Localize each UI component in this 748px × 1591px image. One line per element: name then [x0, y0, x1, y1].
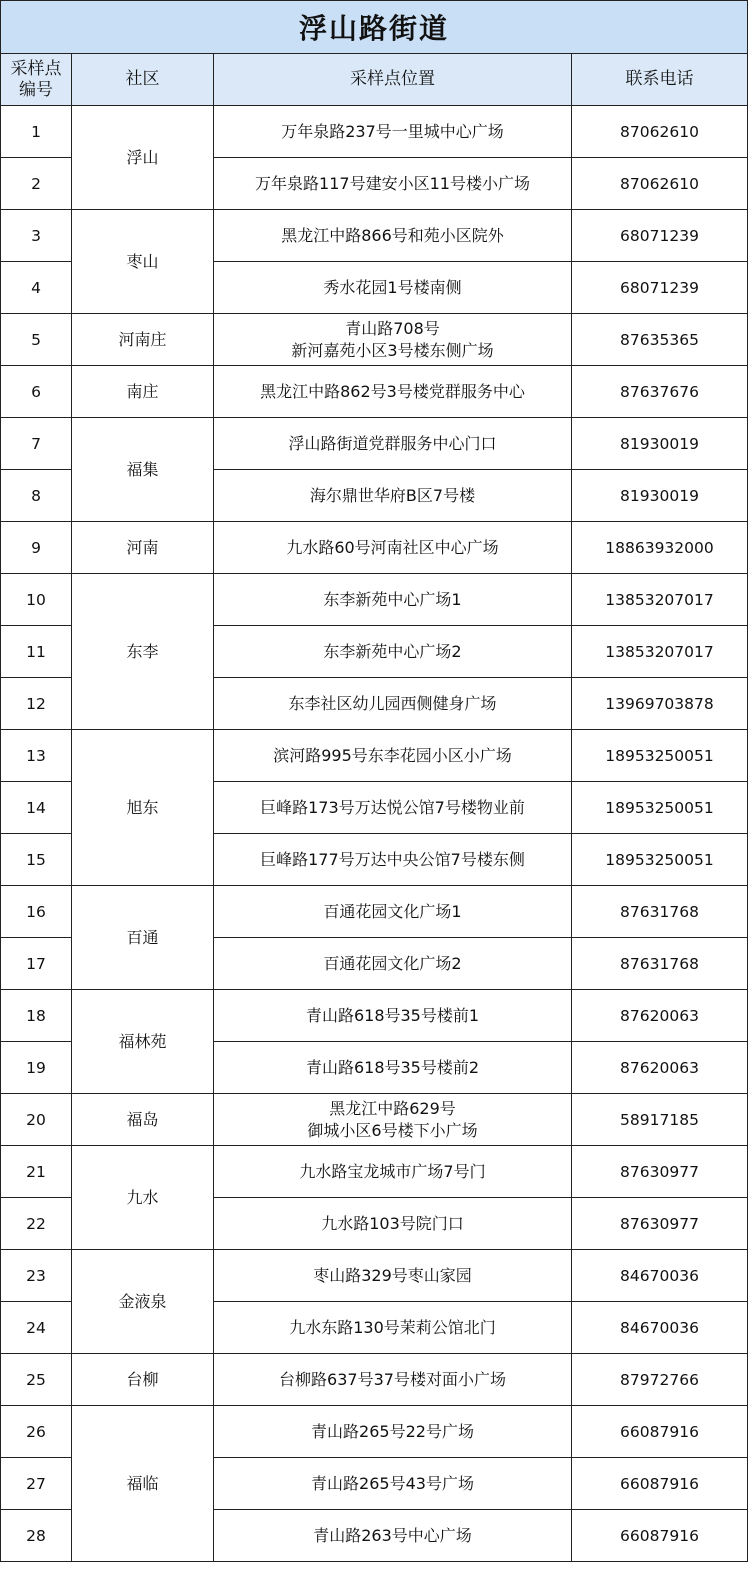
- site-number-cell: 18: [1, 990, 72, 1042]
- phone-cell: 87637676: [572, 366, 748, 418]
- table-row: [1, 1146, 748, 1198]
- location-line-1: 青山路708号: [345, 318, 440, 338]
- site-number-cell: 15: [1, 834, 72, 886]
- site-number-cell: 1: [1, 106, 72, 158]
- site-number-cell: 22: [1, 1198, 72, 1250]
- phone-cell: 13853207017: [572, 626, 748, 678]
- location-cell: 巨峰路177号万达中央公馆7号楼东侧: [214, 834, 572, 886]
- phone-cell: 87631768: [572, 886, 748, 938]
- phone-cell: 18953250051: [572, 730, 748, 782]
- location-cell: 九水路宝龙城市广场7号门: [214, 1146, 572, 1198]
- phone-cell: 13853207017: [572, 574, 748, 626]
- phone-cell: 18953250051: [572, 834, 748, 886]
- location-line-2: 新河嘉苑小区3号楼东侧广场: [291, 340, 494, 360]
- site-number-cell: 12: [1, 678, 72, 730]
- phone-cell: 58917185: [572, 1094, 748, 1146]
- site-number-cell: 8: [1, 470, 72, 522]
- site-number-cell: 19: [1, 1042, 72, 1094]
- phone-cell: 87062610: [572, 158, 748, 210]
- header-phone: 联系电话: [572, 54, 748, 106]
- location-cell: 百通花园文化广场1: [214, 886, 572, 938]
- site-number-cell: 27: [1, 1458, 72, 1510]
- site-number-cell: 6: [1, 366, 72, 418]
- community-cell: 福林苑: [72, 990, 214, 1094]
- location-cell: 青山路265号22号广场: [214, 1406, 572, 1458]
- phone-cell: 66087916: [572, 1510, 748, 1562]
- table-row: [1, 1250, 748, 1302]
- table-row: [1, 106, 748, 158]
- phone-cell: 68071239: [572, 262, 748, 314]
- location-cell: 九水路60号河南社区中心广场: [214, 522, 572, 574]
- phone-cell: 87972766: [572, 1354, 748, 1406]
- location-cell: 海尔鼎世华府B区7号楼: [214, 470, 572, 522]
- table-row: [1, 210, 748, 262]
- table-row: [1, 730, 748, 782]
- location-cell: 东李社区幼儿园西侧健身广场: [214, 678, 572, 730]
- site-number-cell: 2: [1, 158, 72, 210]
- site-number-cell: 5: [1, 314, 72, 366]
- site-number-cell: 10: [1, 574, 72, 626]
- phone-cell: 18953250051: [572, 782, 748, 834]
- location-cell: 秀水花园1号楼南侧: [214, 262, 572, 314]
- location-cell: 百通花园文化广场2: [214, 938, 572, 990]
- site-number-cell: 17: [1, 938, 72, 990]
- community-cell: 福临: [72, 1406, 214, 1562]
- table-row: [1, 418, 748, 470]
- phone-cell: 87631768: [572, 938, 748, 990]
- site-number-cell: 9: [1, 522, 72, 574]
- community-cell: 南庄: [72, 366, 214, 418]
- phone-cell: 81930019: [572, 418, 748, 470]
- community-cell: 福集: [72, 418, 214, 522]
- table-row: [1, 886, 748, 938]
- site-number-cell: 4: [1, 262, 72, 314]
- phone-cell: 87620063: [572, 1042, 748, 1094]
- location-cell: 青山路618号35号楼前2: [214, 1042, 572, 1094]
- phone-cell: 66087916: [572, 1406, 748, 1458]
- location-cell: 九水路103号院门口: [214, 1198, 572, 1250]
- community-cell: 九水: [72, 1146, 214, 1250]
- location-cell: 青山路265号43号广场: [214, 1458, 572, 1510]
- location-line-1: 黑龙江中路629号: [329, 1098, 456, 1118]
- phone-cell: 84670036: [572, 1302, 748, 1354]
- location-cell: [214, 1094, 572, 1146]
- community-cell: 台柳: [72, 1354, 214, 1406]
- site-number-cell: 23: [1, 1250, 72, 1302]
- community-cell: 东李: [72, 574, 214, 730]
- location-cell: 东李新苑中心广场1: [214, 574, 572, 626]
- site-number-cell: 24: [1, 1302, 72, 1354]
- location-cell: 巨峰路173号万达悦公馆7号楼物业前: [214, 782, 572, 834]
- phone-cell: 87062610: [572, 106, 748, 158]
- site-number-cell: 28: [1, 1510, 72, 1562]
- community-cell: 百通: [72, 886, 214, 990]
- location-cell: 万年泉路237号一里城中心广场: [214, 106, 572, 158]
- table-title: 浮山路街道: [1, 1, 748, 54]
- site-number-cell: 26: [1, 1406, 72, 1458]
- table-row: [1, 574, 748, 626]
- table-row: [1, 522, 748, 574]
- location-cell: 台柳路637号37号楼对面小广场: [214, 1354, 572, 1406]
- phone-cell: 84670036: [572, 1250, 748, 1302]
- header-location: 采样点位置: [214, 54, 572, 106]
- phone-cell: 66087916: [572, 1458, 748, 1510]
- header-community: 社区: [72, 54, 214, 106]
- community-cell: 枣山: [72, 210, 214, 314]
- location-cell: 浮山路街道党群服务中心门口: [214, 418, 572, 470]
- header-site-number: 采样点 编号: [1, 54, 72, 106]
- site-number-cell: 14: [1, 782, 72, 834]
- site-number-cell: 21: [1, 1146, 72, 1198]
- table-row: [1, 1406, 748, 1458]
- table-row: [1, 1094, 748, 1146]
- community-cell: 旭东: [72, 730, 214, 886]
- community-cell: 浮山: [72, 106, 214, 210]
- community-cell: 福岛: [72, 1094, 214, 1146]
- site-number-cell: 25: [1, 1354, 72, 1406]
- phone-cell: 81930019: [572, 470, 748, 522]
- phone-cell: 13969703878: [572, 678, 748, 730]
- location-cell: 东李新苑中心广场2: [214, 626, 572, 678]
- community-cell: 金液泉: [72, 1250, 214, 1354]
- phone-cell: 68071239: [572, 210, 748, 262]
- phone-cell: 87620063: [572, 990, 748, 1042]
- table-row: [1, 1354, 748, 1406]
- phone-cell: 87635365: [572, 314, 748, 366]
- location-cell: 九水东路130号茉莉公馆北门: [214, 1302, 572, 1354]
- site-number-cell: 11: [1, 626, 72, 678]
- phone-cell: 87630977: [572, 1146, 748, 1198]
- location-cell: 滨河路995号东李花园小区小广场: [214, 730, 572, 782]
- location-line-2: 御城小区6号楼下小广场: [307, 1120, 478, 1140]
- location-cell: 青山路263号中心广场: [214, 1510, 572, 1562]
- phone-cell: 87630977: [572, 1198, 748, 1250]
- location-cell: [214, 314, 572, 366]
- community-cell: 河南: [72, 522, 214, 574]
- site-number-cell: 16: [1, 886, 72, 938]
- table-row: [1, 366, 748, 418]
- site-number-cell: 13: [1, 730, 72, 782]
- phone-cell: 18863932000: [572, 522, 748, 574]
- location-cell: 枣山路329号枣山家园: [214, 1250, 572, 1302]
- location-cell: 万年泉路117号建安小区11号楼小广场: [214, 158, 572, 210]
- table-row: [1, 314, 748, 366]
- community-cell: 河南庄: [72, 314, 214, 366]
- location-cell: 黑龙江中路866号和苑小区院外: [214, 210, 572, 262]
- site-number-cell: 20: [1, 1094, 72, 1146]
- location-cell: 青山路618号35号楼前1: [214, 990, 572, 1042]
- site-number-cell: 7: [1, 418, 72, 470]
- location-cell: 黑龙江中路862号3号楼党群服务中心: [214, 366, 572, 418]
- table-row: [1, 990, 748, 1042]
- site-number-cell: 3: [1, 210, 72, 262]
